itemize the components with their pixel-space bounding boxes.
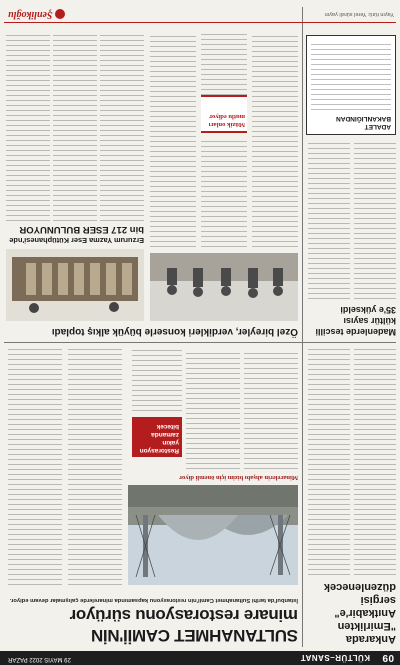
library-headline-1: Erzurum Yazma Eser Kütüphanesi'nde <box>9 236 144 245</box>
main-body-col-4 <box>186 349 240 469</box>
main-kicker: Minarelerin ahşabı bizim için önemli diyor <box>179 474 298 481</box>
logo-mark-icon <box>55 10 65 20</box>
section-name: KÜLTÜR–SANAT <box>300 653 370 662</box>
column-divider <box>302 7 303 647</box>
main-headline-2: minare restorasyonu sürüyor <box>69 606 298 625</box>
ad-title-1: ADALET <box>364 123 391 130</box>
main-deck: İstanbul'da tarihi Sultanahmet Camii'nin restorasyonu kapsamında minarelerde çalışmalar devam ediyor. <box>9 597 298 603</box>
footer-logo <box>8 9 65 20</box>
maden-headline-3: 35'e yükseldi <box>340 305 396 315</box>
library-body-col-3 <box>6 31 50 221</box>
main-body-col-1 <box>68 349 122 585</box>
library-body-col-2 <box>53 31 97 221</box>
issue-date: 29 MAYIS 2022 PAZAR <box>8 656 71 662</box>
concert-body-col-4 <box>150 32 196 247</box>
maden-body-text-2 <box>308 141 350 299</box>
main-headline-1: SULTANAHMET CAMİİ'NİN <box>91 626 298 645</box>
main-story <box>4 347 298 647</box>
exhibition-headline-1: Ankarada <box>345 633 396 645</box>
exhibition-body-text <box>354 349 396 575</box>
quote-box <box>132 417 182 457</box>
library-body-col-1 <box>100 31 144 221</box>
concert-pull-quote-text: Müzik onları mutlu ediyor <box>208 113 245 128</box>
exhibition-headline-5: düzenlenecek <box>323 581 396 593</box>
exhibition-headline-2: "Emirlikten <box>337 620 396 632</box>
concert-body-col-2 <box>201 137 247 247</box>
library-photo <box>6 249 144 321</box>
library-headline-2: bin 217 ESER BULUNUYOR <box>19 224 144 235</box>
concert-photo <box>150 253 298 321</box>
logo-text: Şenlikoğlu <box>8 9 53 20</box>
ad-box <box>306 35 396 135</box>
ad-body-text <box>311 40 391 110</box>
concert-pull-quote <box>201 95 247 133</box>
footer-rule <box>4 22 396 23</box>
main-body-col-3 <box>244 349 298 469</box>
ad-title-2: BAKANLIĞINDAN <box>336 115 391 122</box>
main-body-col-2 <box>8 349 62 585</box>
maden-story <box>306 139 396 339</box>
main-body-col-5 <box>132 349 182 411</box>
horizontal-divider <box>4 342 396 343</box>
exhibition-headline-3: Anıtkabir'e" <box>334 607 396 619</box>
section-strip <box>0 651 400 665</box>
footer-note: Yayın türü: Yerel süreli yayın <box>324 11 394 17</box>
exhibition-story <box>306 347 396 647</box>
quote-box-text: Restorasyon yakın zamanda bitecek <box>139 423 179 454</box>
exhibition-body-text-2 <box>308 349 350 575</box>
maden-headline-1: Madenlerde tescilli <box>315 327 396 337</box>
page-number: 09 <box>381 652 394 663</box>
concert-body-col-3 <box>201 32 247 95</box>
maden-body-text <box>354 141 396 299</box>
concert-body-col-1 <box>252 32 298 247</box>
exhibition-headline-4: sergisi <box>360 594 396 606</box>
concert-headline: Özel bireyler, verdikleri konserle büyük alkış topladı <box>51 326 298 337</box>
library-story <box>4 29 144 325</box>
mosque-photo <box>128 485 298 585</box>
maden-headline-2: kültür sayısı <box>343 316 396 326</box>
